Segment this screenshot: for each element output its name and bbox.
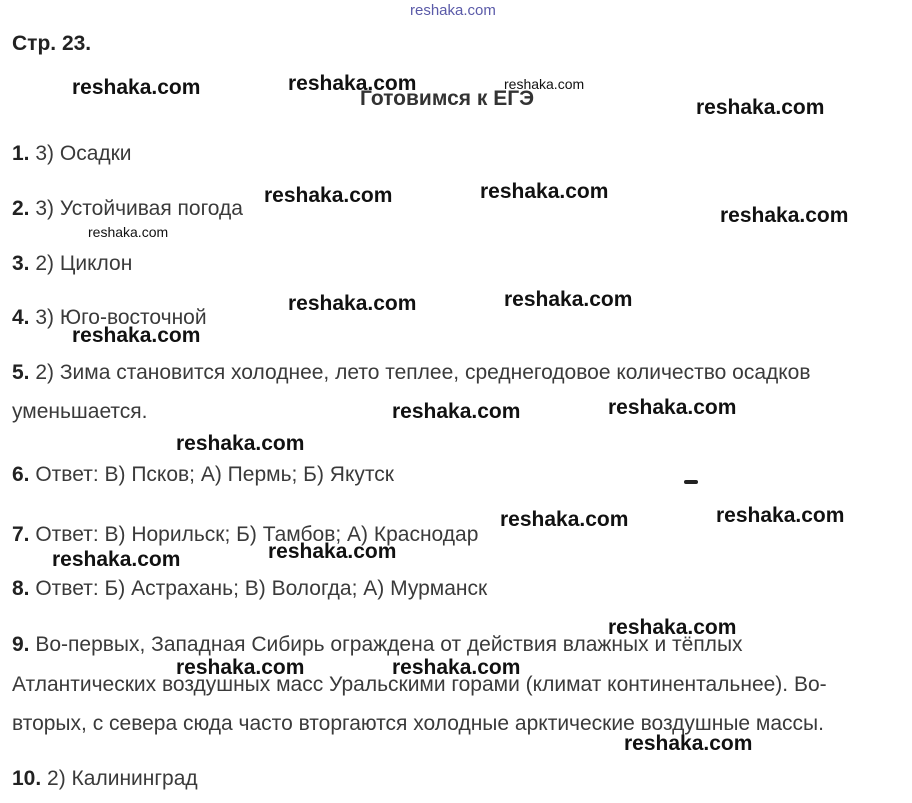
answer-line xyxy=(12,767,198,791)
answer-line xyxy=(12,577,487,601)
answer-number: 5. xyxy=(12,361,30,384)
watermark: reshaka.com xyxy=(392,656,521,679)
watermark: reshaka.com xyxy=(52,548,181,571)
watermark: reshaka.com xyxy=(608,616,737,639)
answer-text: Атлантических воздушных масс Уральскими горами (климат континентальнее). Во- xyxy=(12,673,827,696)
answer-number: 10. xyxy=(12,767,42,790)
answer-number: 7. xyxy=(12,523,30,546)
smudge-mark xyxy=(684,480,698,484)
watermark: reshaka.com xyxy=(392,400,521,423)
answer-line xyxy=(12,197,243,221)
watermark: reshaka.com xyxy=(608,396,737,419)
watermark: reshaka.com xyxy=(504,288,633,311)
answer-line xyxy=(12,142,132,166)
section-title: Готовимся к ЕГЭ xyxy=(360,87,535,110)
site-header-link[interactable]: reshaka.com xyxy=(410,2,496,19)
answer-line xyxy=(12,252,132,276)
watermark: reshaka.com xyxy=(88,224,169,240)
answer-text: уменьшается. xyxy=(12,400,148,423)
answer-number: 4. xyxy=(12,306,30,329)
watermark: reshaka.com xyxy=(72,76,201,99)
answer-number: 9. xyxy=(12,633,30,656)
answer-line xyxy=(12,463,394,487)
watermark: reshaka.com xyxy=(264,184,393,207)
watermark: reshaka.com xyxy=(720,204,849,227)
watermark: reshaka.com xyxy=(268,540,397,563)
answer-text: 3) Осадки xyxy=(29,142,132,165)
watermark: reshaka.com xyxy=(716,504,845,527)
watermark: reshaka.com xyxy=(480,180,609,203)
watermark: reshaka.com xyxy=(176,432,305,455)
answer-line xyxy=(12,361,811,385)
answer-line xyxy=(12,523,478,547)
answer-number: 3. xyxy=(12,252,30,275)
answer-text: 2) Циклон xyxy=(29,252,133,275)
watermark: reshaka.com xyxy=(504,76,585,92)
answer-number: 6. xyxy=(12,463,30,486)
watermark: reshaka.com xyxy=(72,324,201,347)
watermark: reshaka.com xyxy=(500,508,629,531)
watermark: reshaka.com xyxy=(288,72,417,95)
watermark: reshaka.com xyxy=(696,96,825,119)
answer-text: Ответ: Б) Астрахань; В) Вологда; А) Мурманск xyxy=(29,577,488,600)
page-title: Стр. 23. xyxy=(12,32,92,55)
answer-text: Во-первых, Западная Сибирь ограждена от действия влажных и тёплых xyxy=(29,633,743,656)
answer-text: Ответ: В) Норильск; Б) Тамбов; А) Краснодар xyxy=(29,523,479,546)
answer-continuation xyxy=(12,400,148,424)
answer-text: 3) Юго-восточной xyxy=(29,306,207,329)
answer-text: вторых, с севера сюда часто вторгаются холодные арктические воздушные массы. xyxy=(12,712,824,735)
answer-text: 2) Калининград xyxy=(41,767,198,790)
watermark: reshaka.com xyxy=(176,656,305,679)
answer-text: Ответ: В) Псков; А) Пермь; Б) Якутск xyxy=(29,463,394,486)
watermark: reshaka.com xyxy=(624,732,753,755)
answer-number: 1. xyxy=(12,142,30,165)
watermark: reshaka.com xyxy=(288,292,417,315)
answer-number: 8. xyxy=(12,577,30,600)
answer-number: 2. xyxy=(12,197,30,220)
answer-text: 3) Устойчивая погода xyxy=(29,197,243,220)
answer-text: 2) Зима становится холоднее, лето теплее, среднегодовое количество осадков xyxy=(29,361,811,384)
